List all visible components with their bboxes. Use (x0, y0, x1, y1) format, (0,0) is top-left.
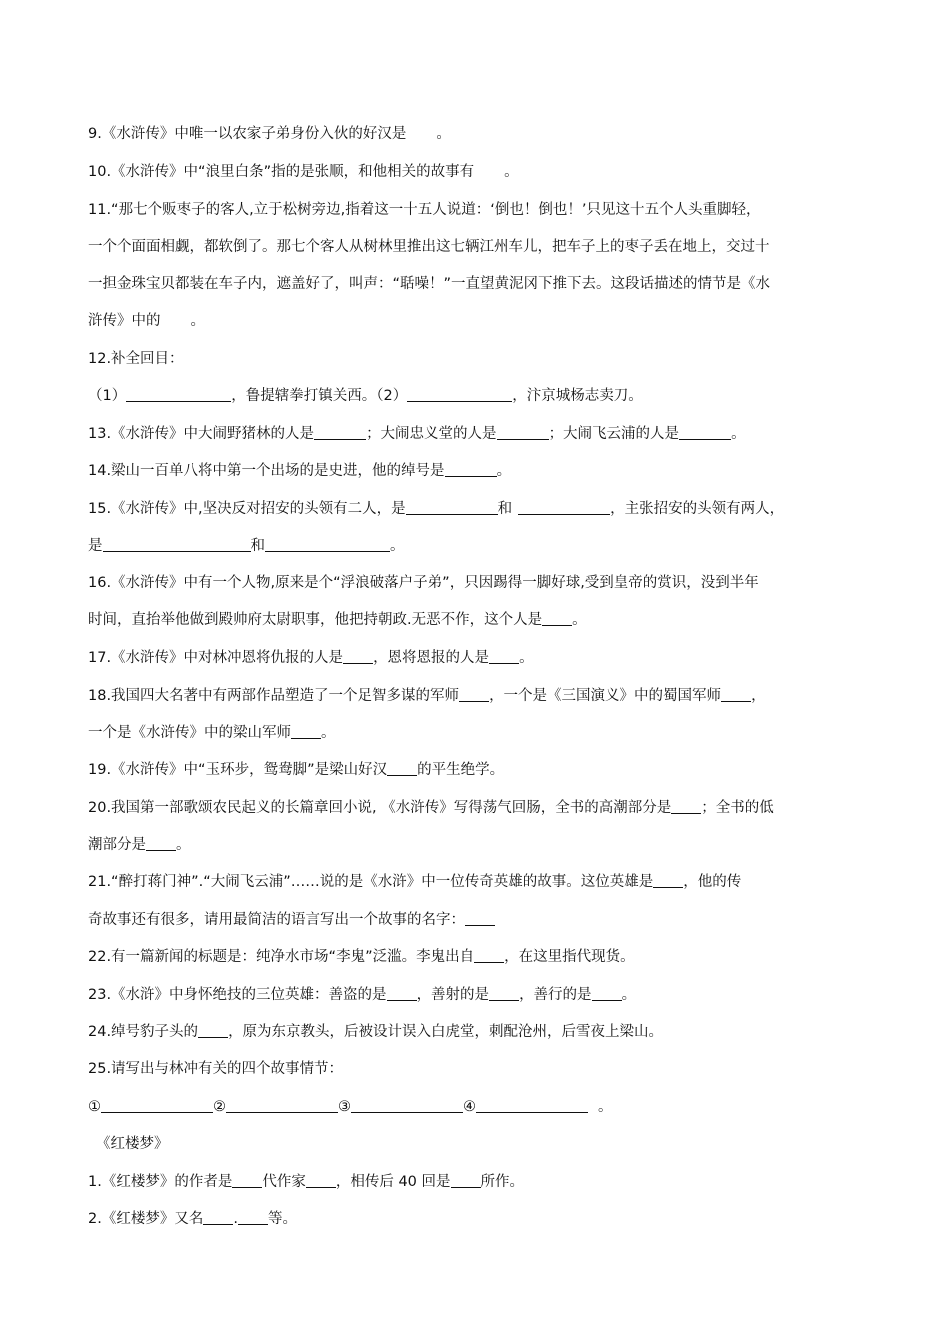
question-14: 14.梁山一百单八将中第一个出场的是史进，他的绰号是 。 (88, 463, 512, 479)
question-12-items: （1） ，鲁提辖拳打镇关西。（2） ，汴京城杨志卖刀。 (88, 388, 643, 404)
question-25-title: 25.请写出与林冲有关的四个故事情节： (88, 1061, 344, 1077)
answer-blank[interactable] (291, 724, 321, 739)
answer-blank[interactable] (226, 1098, 338, 1113)
question-11-line-2: 一个个面面相觑，都软倒了。那七个客人从树林里推出这七辆江州车儿，把车子上的枣子丢在地上，交过十 (88, 239, 770, 255)
answer-blank[interactable] (351, 1098, 463, 1113)
answer-blank[interactable] (721, 687, 751, 702)
question-16-line-1: 16.《水浒传》中有一个人物,原来是个“浮浪破落户子弟”，只因踢得一脚好球,受到皇帝的赏识，没到半年 (88, 575, 759, 591)
answer-blank[interactable] (474, 948, 504, 963)
answer-blank[interactable] (476, 1098, 588, 1113)
answer-blank[interactable] (497, 425, 549, 440)
answer-blank[interactable] (518, 500, 610, 515)
answer-blank[interactable] (489, 649, 519, 664)
answer-blank[interactable] (238, 1210, 268, 1225)
answer-blank[interactable] (459, 687, 489, 702)
question-21-line-2: 奇故事还有很多，请用最简洁的语言写出一个故事的名字： (88, 910, 878, 930)
question-17: 17.《水浒传》中对林冲恩将仇报的人是 ，恩将恩报的人是 。 (88, 650, 534, 666)
answer-blank[interactable] (542, 611, 572, 626)
answer-blank[interactable] (314, 425, 366, 440)
answer-blank[interactable] (126, 387, 231, 402)
answer-blank[interactable] (265, 537, 390, 552)
question-16-line-2: 时间，直抬举他做到殿帅府太尉职事，他把持朝政.无恶不作，这个人是 。 (88, 612, 587, 628)
question-10: 10.《水浒传》中“浪里白条”指的是张顺，和他相关的故事有 。 (88, 164, 519, 180)
question-11-line-1: 11.“那七个贩枣子的客人,立于松树旁边,指着这一十五人说道：‘倒也！倒也！’只见这十五个人头重脚轻， (88, 202, 761, 218)
answer-blank[interactable] (203, 1210, 233, 1225)
answer-blank[interactable] (306, 1173, 336, 1188)
answer-blank[interactable] (489, 986, 519, 1001)
answer-blank[interactable] (103, 537, 251, 552)
hongloumeng-question-2: 2.《红楼梦》又名 . 等。 (88, 1211, 297, 1227)
question-20-line-2: 潮部分是 。 (88, 837, 191, 853)
answer-blank[interactable] (198, 1023, 228, 1038)
section-heading: 《红楼梦》 (96, 1136, 169, 1152)
answer-blank[interactable] (387, 761, 417, 776)
question-15-line-1: 15.《水浒传》中,坚决反对招安的头领有二人，是 和 ，主张招安的头领有两人， (88, 501, 785, 517)
answer-blank[interactable] (101, 1098, 213, 1113)
answer-blank[interactable] (679, 425, 731, 440)
question-25-items: ① ② ③ ④ 。 (88, 1099, 613, 1115)
question-18-line-1: 18.我国四大名著中有两部作品塑造了一个足智多谋的军师 ，一个是《三国演义》中的蜀国军师 ， (88, 688, 766, 704)
question-23: 23.《水浒》中身怀绝技的三位英雄：善盗的是 ，善射的是 ，善行的是 。 (88, 987, 637, 1003)
question-22: 22.有一篇新闻的标题是：纯净水市场“李鬼”泛滥。李鬼出自 ，在这里指代现货。 (88, 949, 635, 965)
question-24: 24.绰号豹子头的 ，原为东京教头，后被设计误入白虎堂，刺配沧州，后雪夜上梁山。 (88, 1024, 664, 1040)
answer-blank[interactable] (343, 649, 373, 664)
answer-blank[interactable] (671, 799, 701, 814)
question-12-title: 12.补全回目： (88, 351, 184, 367)
answer-blank[interactable] (451, 1173, 481, 1188)
question-13: 13.《水浒传》中大闹野猪林的人是 ；大闹忠义堂的人是 ；大闹飞云浦的人是 。 (88, 426, 746, 442)
question-9: 9.《水浒传》中唯一以农家子弟身份入伙的好汉是 。 (88, 126, 451, 142)
question-20-line-1: 20.我国第一部歌颂农民起义的长篇章回小说, 《水浒传》写得荡气回肠，全书的高潮部分是 ；全书的低 (88, 800, 774, 816)
answer-blank[interactable] (653, 873, 683, 888)
question-11-line-3: 一担金珠宝贝都装在车子内，遮盖好了，叫声：“聒噪！”一直望黄泥冈下推下去。这段话描述的情节是《水 (88, 276, 771, 292)
answer-blank[interactable] (407, 387, 512, 402)
hongloumeng-question-1: 1.《红楼梦》的作者是 代作家 ，相传后 40 回是 所作。 (88, 1174, 525, 1190)
answer-blank[interactable] (465, 911, 495, 926)
question-15-line-2: 是 和 。 (88, 538, 405, 554)
answer-blank[interactable] (406, 500, 498, 515)
question-21-line-1: 21.“醉打蒋门神”.“大闹飞云浦”……说的是《水浒》中一位传奇英雄的故事。这位英雄是 ，他的传 (88, 874, 742, 890)
question-18-line-2: 一个是《水浒传》中的梁山军师 。 (88, 725, 336, 741)
question-19: 19.《水浒传》中“玉环步，鸳鸯脚”是梁山好汉 的平生绝学。 (88, 762, 505, 778)
answer-blank[interactable] (592, 986, 622, 1001)
answer-blank[interactable] (387, 986, 417, 1001)
answer-blank[interactable] (146, 836, 176, 851)
answer-blank[interactable] (232, 1173, 262, 1188)
question-11-line-4: 浒传》中的 。 (88, 313, 205, 329)
answer-blank[interactable] (445, 462, 497, 477)
